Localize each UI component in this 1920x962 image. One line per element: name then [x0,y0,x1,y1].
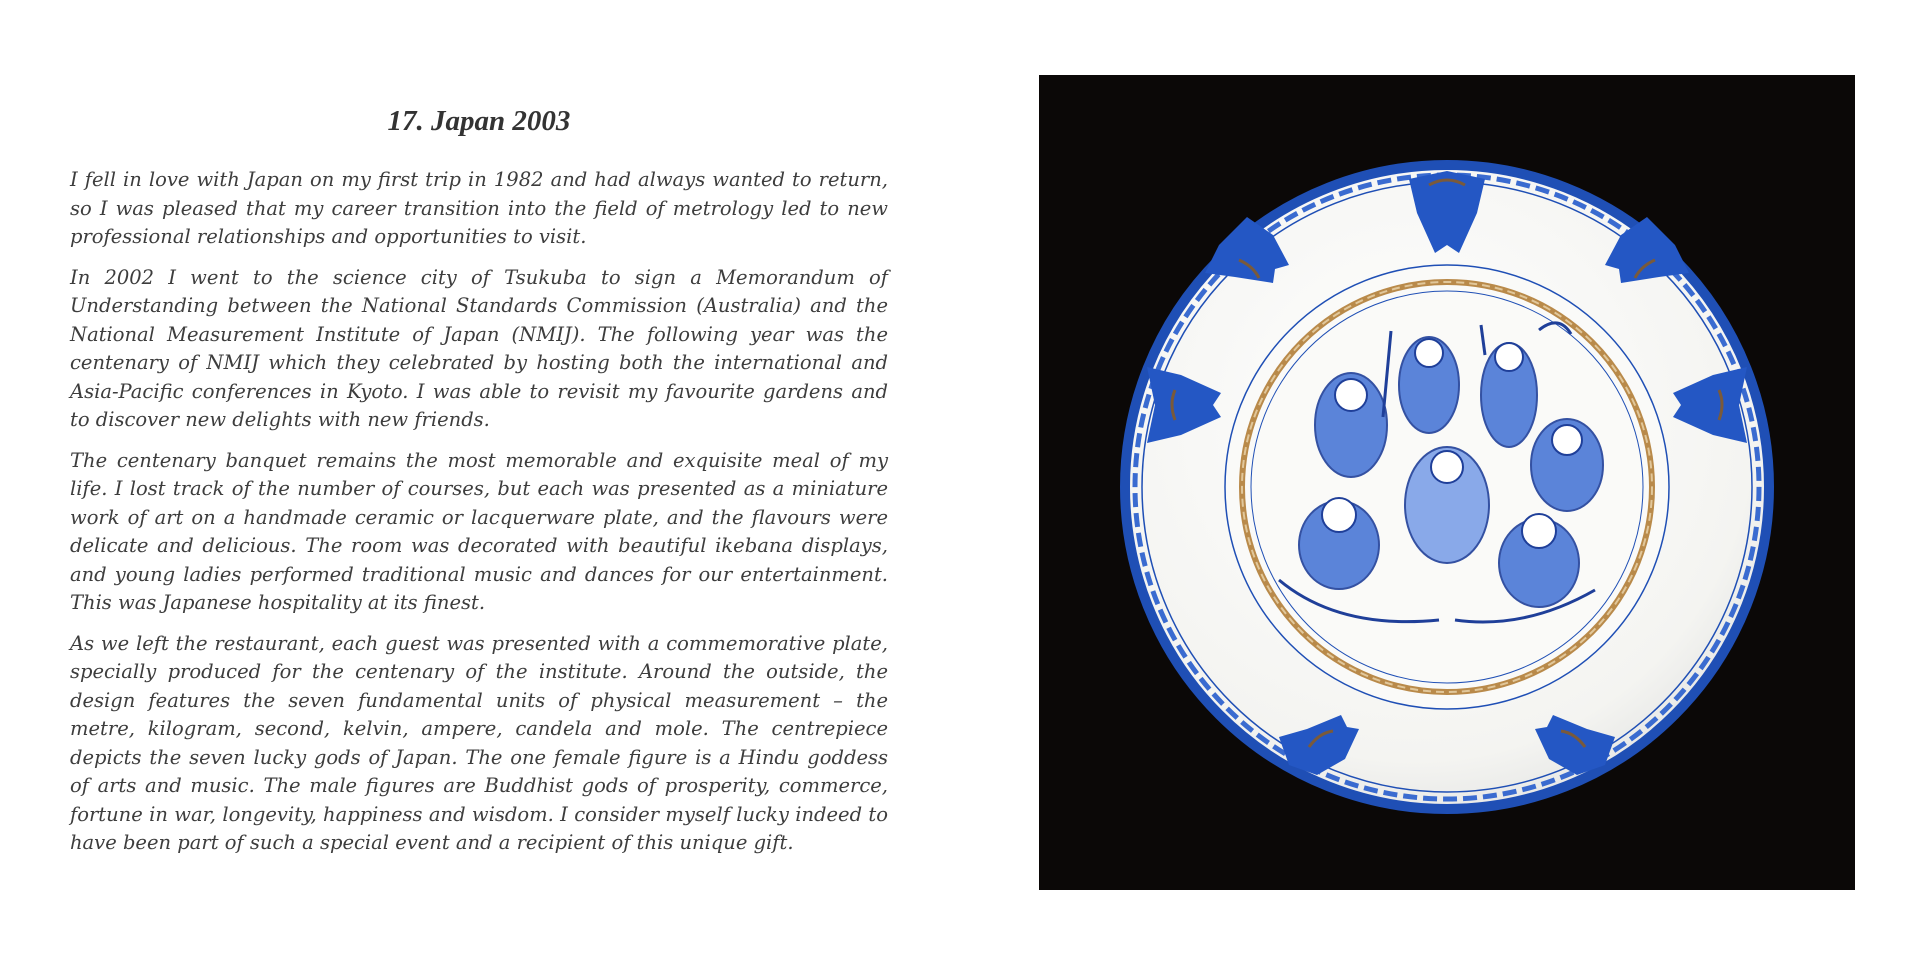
plate-illustration [1039,75,1855,890]
chapter-title: 17. Japan 2003 [387,105,571,137]
paragraph-3: The centenary banquet remains the most memorable and exquisite meal of my life. I lost track of the number of courses, but each was presented as a miniature work of art on a handmade ceramic or lacquerware plate, and the flavours were delicate and delicious. The room was decorated with beautiful ikebana displays, and young ladies performed traditional music and dances for our entertainment. This was Japanese hospitality at its finest. [70,448,888,614]
text-panel [70,95,888,870]
commemorative-plate-photo [1039,75,1855,890]
paragraph-4: As we left the restaurant, each guest was presented with a commemorative plate, specially produced for the centenary of the institute. Around the outside, the design features the seven fundamental units of physical measurement – the metre, kilogram, second, kelvin, ampere, candela and mole. The centrepiece depicts the seven lucky gods of Japan. The one female figure is a Hindu goddess of arts and music. The male figures are Buddhist gods of prosperity, commerce, fortune in war, longevity, happiness and wisdom. I consider myself lucky indeed to have been part of such a special event and a recipient of this unique gift. [70,631,888,854]
paragraph-1: I fell in love with Japan on my first trip in 1982 and had always wanted to return, so I was pleased that my career transition into the field of metrology led to new professional relationships and opportunities to visit. [70,168,888,248]
paragraph-2: In 2002 I went to the science city of Tsukuba to sign a Memorandum of Understanding between the National Standards Commission (Australia) and the National Measurement Institute of Japan (NMIJ). The following year was the centenary of NMIJ which they celebrated by hosting both the international and Asia-Pacific conferences in Kyoto. I was able to revisit my favourite gardens and to discover new delights with new friends. [70,265,888,431]
plate [1121,161,1773,813]
